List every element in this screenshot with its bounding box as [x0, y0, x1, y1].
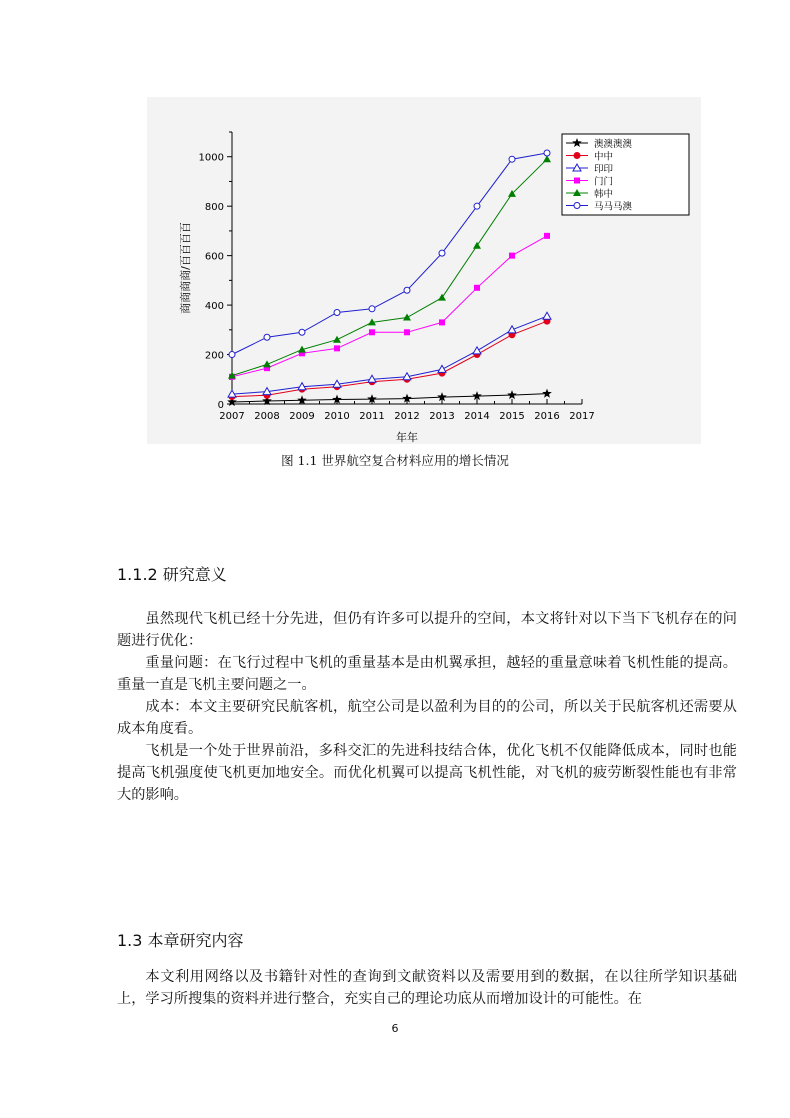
y-axis-label: 商商商商/百百百百 — [179, 222, 192, 314]
x-tick-label: 2011 — [359, 411, 385, 422]
x-tick-label: 2013 — [429, 411, 455, 422]
data-point — [544, 233, 550, 239]
figure-caption: 图 1.1 世界航空复合材料应用的增长情况 — [281, 453, 509, 468]
page-number: 6 — [391, 1022, 399, 1035]
data-point — [404, 287, 410, 293]
x-tick-label: 2010 — [324, 411, 350, 422]
y-tick-label: 0 — [217, 400, 224, 411]
data-point — [509, 156, 515, 162]
data-point — [403, 313, 411, 320]
x-tick-label: 2015 — [499, 411, 525, 422]
y-tick-label: 1000 — [198, 152, 224, 164]
legend-label: 印印 — [594, 164, 614, 175]
data-point — [474, 203, 480, 209]
series-line-5 — [232, 153, 547, 355]
data-point — [439, 319, 445, 325]
data-point — [542, 389, 552, 398]
data-point — [229, 352, 235, 358]
section-heading-1-1-2: 1.1.2 研究意义 — [117, 565, 227, 584]
data-point — [369, 306, 375, 312]
y-tick-label: 400 — [204, 301, 224, 313]
data-point — [438, 294, 446, 301]
paragraph: 成本：本文主要研究民航客机，航空公司是以盈利为目的的公司，所以关于民航客机还需要从成本角度看。 — [117, 699, 737, 737]
legend-label: 韩中 — [594, 189, 614, 200]
data-point — [507, 390, 517, 399]
y-tick-label: 800 — [204, 202, 224, 214]
y-tick-label: 600 — [204, 251, 224, 263]
series-line-3 — [232, 236, 547, 377]
x-tick-label: 2007 — [219, 411, 245, 422]
data-point — [333, 336, 341, 343]
data-point — [473, 347, 481, 354]
x-tick-label: 2009 — [289, 411, 315, 422]
figure-chart — [147, 97, 701, 444]
legend-label: 马马马澳 — [594, 201, 633, 213]
data-point — [544, 150, 550, 156]
paragraph: 重量问题：在飞行过程中飞机的重量基本是由机翼承担，越轻的重量意味着飞机性能的提高。重量一直是飞机主要问题之一。 — [117, 655, 737, 693]
data-point — [508, 326, 516, 333]
paragraph: 虽然现代飞机已经十分先进，但仍有许多可以提升的空间，本文将针对以下当下飞机存在的问题进行优化： — [117, 611, 737, 649]
data-point — [264, 334, 270, 340]
data-point — [543, 312, 551, 319]
data-point — [299, 329, 305, 335]
legend-marker — [574, 178, 580, 184]
legend-label: 中中 — [594, 151, 614, 163]
data-point — [263, 360, 271, 367]
series-line-0 — [232, 394, 547, 402]
data-point — [334, 310, 340, 316]
legend-marker — [574, 203, 580, 209]
section-heading-1-3: 1.3 本章研究内容 — [117, 931, 244, 950]
legend-marker — [574, 153, 580, 159]
data-point — [473, 242, 481, 249]
x-axis-label: 年年 — [396, 431, 418, 444]
data-point — [439, 250, 445, 256]
paragraph: 飞机是一个处于世界前沿，多科交汇的先进科技结合体，优化飞机不仅能降低成本，同时也能提高飞机强度使飞机更加地安全。而优化机翼可以提高飞机性能，对飞机的疲劳断裂性能也有非常大的影响。 — [117, 743, 737, 803]
x-tick-label: 2014 — [464, 411, 490, 422]
data-point — [509, 253, 515, 259]
x-tick-label: 2016 — [534, 411, 560, 422]
data-point — [404, 329, 410, 335]
x-tick-label: 2008 — [254, 411, 280, 422]
data-point — [438, 365, 446, 372]
data-point — [369, 329, 375, 335]
legend-label: 门门 — [594, 176, 614, 188]
legend-label: 澳澳澳澳 — [594, 139, 633, 150]
data-point — [474, 285, 480, 291]
x-tick-label: 2017 — [569, 411, 595, 422]
x-tick-label: 2012 — [394, 411, 420, 422]
composite-growth-chart — [147, 97, 701, 444]
series-line-2 — [232, 316, 547, 394]
paragraph: 本文利用网络以及书籍针对性的查询到文献资料以及需要用到的数据，在以往所学知识基础上，学习所搜集的资料并进行整合，充实自己的理论功底从而增加设计的可能性。在 — [117, 969, 737, 1007]
y-tick-label: 200 — [204, 350, 224, 362]
data-point — [472, 391, 482, 400]
data-point — [334, 345, 340, 351]
